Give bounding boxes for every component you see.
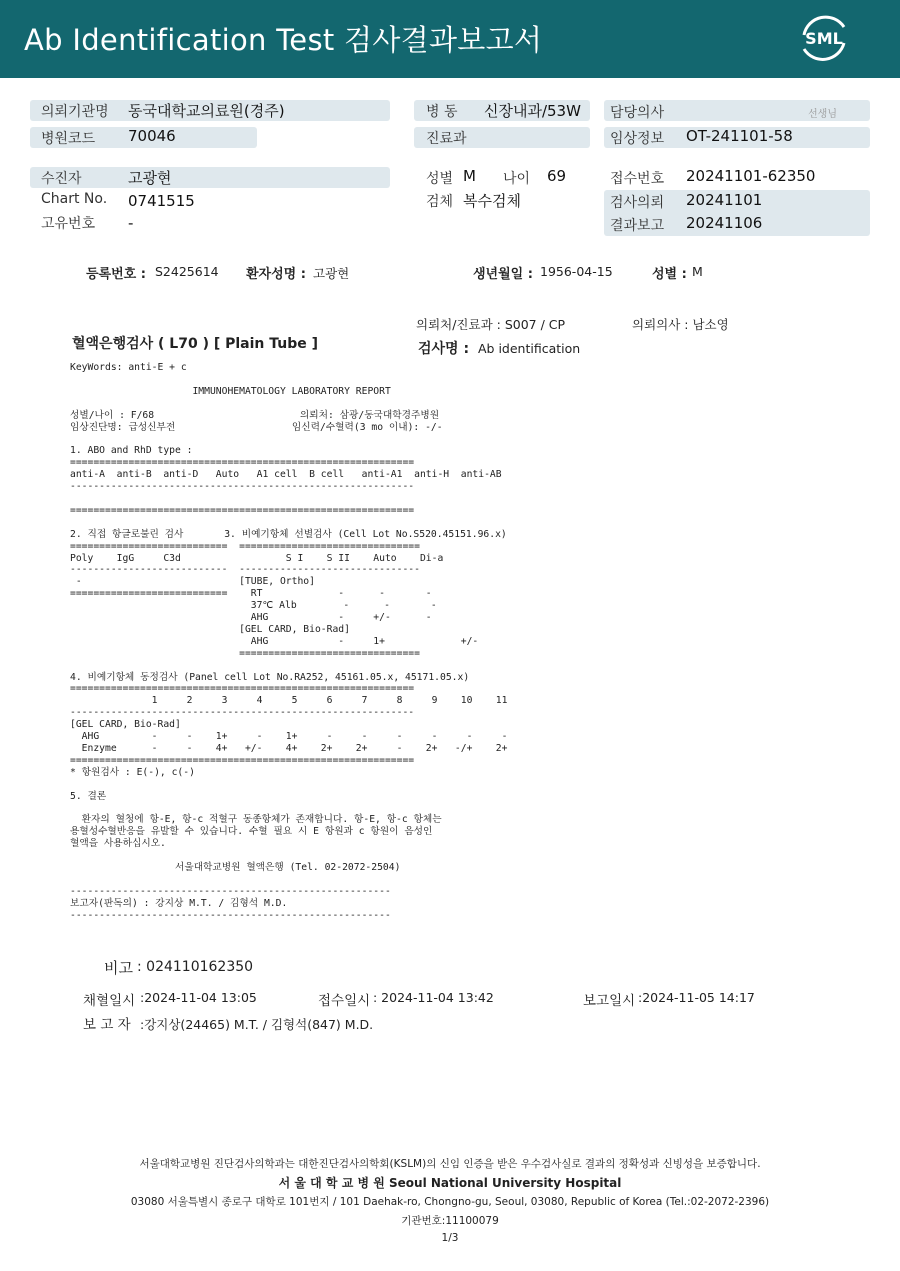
doctor-suffix: 선생님 [808, 109, 837, 120]
hospital-code-label: 병원코드 [41, 131, 96, 147]
remarks-label: 비고 [104, 959, 133, 977]
reported-value: :2024-11-05 14:17 [638, 990, 755, 1005]
dob-label: 생년월일 : [473, 267, 533, 282]
unique-id-label: 고유번호 [41, 216, 96, 232]
logo-text: SML [805, 29, 843, 48]
patient-name-label: 환자성명 : [246, 267, 306, 282]
patient-value: 고광현 [128, 169, 172, 187]
ward-label: 병 동 [426, 104, 458, 120]
request-date-label: 검사의뢰 [610, 195, 665, 211]
result-date-label: 결과보고 [610, 218, 665, 234]
institution-label: 의뢰기관명 [41, 104, 109, 120]
department-label: 진료과 [426, 131, 467, 147]
received-label: 접수일시 [318, 993, 371, 1009]
age-value: 69 [547, 167, 567, 185]
clinical-info-value: OT-241101-58 [686, 127, 793, 145]
summary-sex-value: M [692, 264, 703, 279]
band-patient [30, 167, 390, 188]
reg-no-label: 등록번호 : [86, 267, 146, 282]
report-title: Ab Identification Test 검사결과보고서 [24, 23, 543, 57]
unique-id-value: - [128, 214, 134, 232]
patient-name-value: 고광현 [313, 266, 350, 281]
age-label: 나이 [503, 171, 531, 187]
test-name-label: 검사명 : [418, 341, 470, 357]
page-number: 1/3 [441, 1232, 459, 1244]
patient-label: 수진자 [41, 171, 82, 187]
received-value: : 2024-11-04 13:42 [373, 990, 494, 1005]
sex-label: 성별 [426, 171, 454, 187]
doctor-label: 담당의사 [610, 105, 665, 121]
institution-code: 기관번호:11100079 [401, 1215, 499, 1227]
referral-doctor: 의뢰의사 : 남소영 [632, 317, 729, 332]
referral-dept: 의뢰처/진료과 : S007 / CP [416, 317, 566, 332]
lab-report-text: KeyWords: anti-E + c IMMUNOHEMATOLOGY LABORATORY REPORT 성별/나이 : F/68 의뢰처: 삼광/동국대학경주병원 임상진단명: 급성신부전 임신력/수혈력(3 mo 이내): -/- 1. ABO and RhD type : =========================================================== anti-A anti-B anti-D Auto A1 cell B cell anti-A1 anti-H anti-AB ----------------------------------------------------------- =========================================================== 2. 직접 항글로불린 검사 3. 비예기항체 선별검사 (Cell Lot No.S520.45151.96.x) =========================== =============================== Poly IgG C3d S I S II Auto Di-a --------------------------- ------------------------------- - [TUBE, Ortho] =========================== RT - - - 37℃ Alb - - - AHG - +/- - [GEL CARD, Bio-Rad] AHG - 1+ +/- =============================== 4. 비예기항체 동정검사 (Panel cell Lot No.RA252, 45161.05.x, 45171.05.x) =========================================================== 1 2 3 4 5 6 7 8 9 10 11 ----------------------------------------------------------- [GEL CARD, Bio-Rad] AHG - - 1+ - 1+ - - - - - - Enzyme - - 4+ +/- 4+ 2+ 2+ - 2+ -/+ 2+ =========================================================== * 항원검사 : E(-), c(-) 5. 결론 환자의 혈청에 항-E, 항-c 적혈구 동종항체가 존재합니다. 항-E, 항-c 항체는 용혈성수혈반응을 유발할 수 있습니다. 수혈 필요 시 E 항원과 c 항원이 음성인 혈액을 사용하십시오. 서울대학교병원 혈액은행 (Tel. 02-2072-2504) ------------------------------------------------------- 보고자(판독의) : 강지상 M.T. / 김형석 M.D. ------------------------------------------------------- [70, 362, 508, 921]
chart-no-label: Chart No. [41, 191, 108, 207]
sex-value: M [463, 167, 476, 185]
chart-no-value: 0741515 [128, 192, 195, 210]
test-name-value: Ab identification [478, 341, 581, 356]
hospital-code-value: 70046 [128, 127, 176, 145]
header-bar [0, 0, 900, 78]
institution-value: 동국대학교의료원(경주) [128, 102, 285, 120]
clinical-info-label: 임상정보 [610, 131, 665, 147]
summary-sex-label: 성별 : [652, 267, 687, 282]
receipt-label: 접수번호 [610, 171, 665, 187]
collection-value: :2024-11-04 13:05 [140, 990, 257, 1005]
reported-label: 보고일시 [583, 993, 636, 1009]
receipt-value: 20241101-62350 [686, 167, 816, 185]
collection-label: 채혈일시 [83, 993, 136, 1009]
hospital-name: 서 울 대 학 교 병 원 Seoul National University Hospital [278, 1176, 622, 1190]
specimen-label: 검체 [426, 194, 454, 210]
remarks-value: : 024110162350 [137, 959, 254, 975]
reg-no-value: S2425614 [155, 264, 219, 279]
ward-value: 신장내과/53W [484, 102, 581, 120]
reporter-label: 보 고 자 [83, 1017, 131, 1033]
request-date-value: 20241101 [686, 191, 763, 209]
sml-logo [796, 13, 852, 63]
hospital-address: 03080 서울특별시 종로구 대학로 101번지 / 101 Daehak-ro, Chongno-gu, Seoul, 03080, Republic of Korea (Tel.:02-2072-2396) [130, 1196, 770, 1208]
test-section-title: 혈액은행검사 ( L70 ) [ Plain Tube ] [72, 336, 319, 352]
specimen-value: 복수검체 [463, 192, 521, 210]
reporter-value: :강지상(24465) M.T. / 김형석(847) M.D. [140, 1017, 374, 1032]
dob-value: 1956-04-15 [540, 264, 613, 279]
certification-note: 서울대학교병원 진단검사의학과는 대한진단검사의학회(KSLM)의 신임 인증을 받은 우수검사실로 결과의 정확성과 신빙성을 보증합니다. [139, 1158, 761, 1170]
result-date-value: 20241106 [686, 214, 763, 232]
